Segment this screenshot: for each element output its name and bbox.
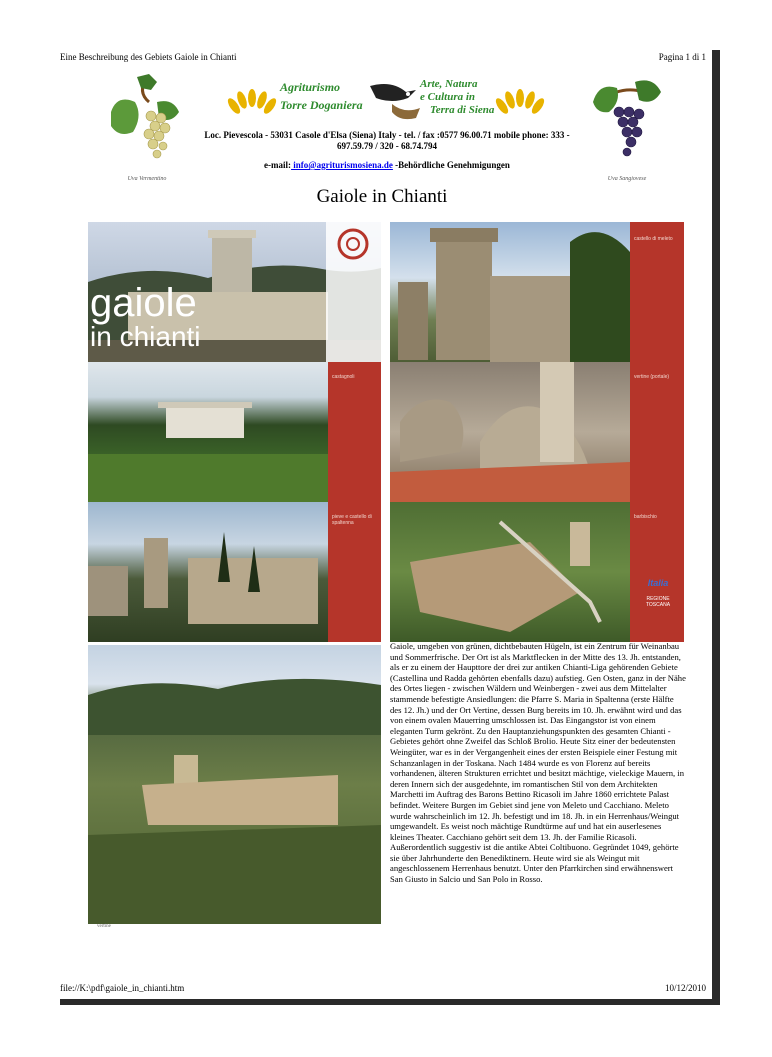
regione-toscana-label: REGIONE TOSCANA xyxy=(645,596,671,608)
document-page xyxy=(52,44,712,999)
caption-meleto: castello di meleto xyxy=(634,236,673,242)
email-label: e-mail: xyxy=(264,160,292,170)
cover-photo-gaiole xyxy=(88,222,381,362)
agriturismo-logo xyxy=(220,78,552,126)
logo-tagline-2: e Cultura in xyxy=(420,91,476,103)
grapes-sangiovese-image xyxy=(587,72,667,182)
email-suffix: -Behördliche Genehmigungen xyxy=(392,160,510,170)
caption-barbischio: barbischio xyxy=(634,514,657,520)
print-header-page: Pagina 1 di 1 xyxy=(658,52,706,62)
photo-barbischio xyxy=(390,502,684,642)
photo-castagnoli xyxy=(88,362,381,502)
contact-address: Loc. Pievescola - 53031 Casole d'Elsa (Siena) Italy - tel. / fax :0577 96.00.71 mobile phone: 333 - 697.59.79 / 320 - 68.74.794 xyxy=(204,130,570,151)
logo-tagline-1: Arte, Natura xyxy=(420,78,478,90)
grapes-right-caption: Uva Sangiovese xyxy=(607,176,647,182)
caption-band-meleto xyxy=(630,222,684,362)
contact-email-line xyxy=(192,160,582,170)
print-header-title: Eine Beschreibung des Gebiets Gaiole in Chianti xyxy=(60,52,237,62)
photo-castello-meleto xyxy=(390,222,684,362)
logo-tagline-3: Terra di Siena xyxy=(430,104,495,116)
caption-band-castagnoli xyxy=(328,362,381,502)
photo-vertine-portale xyxy=(390,362,684,502)
italia-logo: Italia xyxy=(647,578,669,588)
print-footer-date: 10/12/2010 xyxy=(664,983,706,993)
description-text: Gaiole, umgeben von grünen, dichtbebauten Hügeln, ist ein Zentrum für Weinanbau und Sommerfrische. Der Ort ist als Marktflecken in der Mitte des 13. Jh. entstanden, als er zu einem der Haupttore der drei zur antiken Chianti-Liga gehörenden Gebiete (Castellina und Radda gehörten ebenfalls dazu) aufstieg. Gen Osten, ganz in der Nähe des Ortes liegen - zwischen Wäldern und Weinbergen - zwei aus dem Mittelalter stammende befestigte Ansiedlungen: die Pfarre S. Maria in Spaltenna (erste Hälfte des 12. Jh.) und der Ort Vertine, dessen Burg bereits im 10. Jh. erwähnt wird und das von einem ovalen Mauerring umschlossen ist. Das Eingangstor ist von einem eleganten Turm gekrönt. Zu den Hauptanziehungspunkten des gesamten Chianti - Gebietes gehört ohne Zweifel das Schloß Brolio. Heute Sitz einer der bedeutensten Weingüter, war es in der Vergangenheit eines der ersten Beispiele einer Festung mit Schanzanlagen in der Toskana. Nach 1484 wurde es von Florenz auf bereits vorhandenen, älteren Strukturen errichtet und besitzt mächtige, vieleckige Mauern, in deren Innern sich der ausgedehnte, im romantischen Stil von dem Architekten Marchetti im Auftrag des Barons Bettino Ricasoli im Jahre 1860 errichtete Palast befindet. Weitere Burgen im Gebiet sind jene von Meleto und Cacchiano. Meleto wurde wahrscheinlich im 12. Jh. befestigt und im 18. Jh. in ein Herrenhaus/Weingut umgewandelt. Es weist noch mächtige Rundtürme auf und hat ein auserlesenes kleines Theater. Cacchiano gehört seit dem 13. Jh. der Familie Ricasoli. Außerordentlich suggestiv ist die antike Abtei Coltibuono. Gegründet 1049, gehörte sie über Jahrhunderte den Benediktinern. Heute wird sie als Weingut mit angeschlossenem Herrenhaus benutzt. Unter den Pfarrkirchen sind erwähnenswert San Giusto in Salcio und San Polo in Rosso. xyxy=(390,641,686,885)
photo-pieve-spaltenna xyxy=(88,502,381,642)
logo-name-line1: Agriturismo xyxy=(280,80,341,94)
logo-name-line2: Torre Doganiera xyxy=(280,98,363,112)
grapes-vermentino-image xyxy=(107,72,187,182)
email-link[interactable]: info@agriturismosiena.de xyxy=(291,160,393,170)
caption-band-barbischio xyxy=(630,502,684,642)
landscape-small-caption: vertine xyxy=(97,924,111,929)
page-title: Gaiole in Chianti xyxy=(316,186,448,207)
caption-vertine: vertine (portale) xyxy=(634,374,670,380)
caption-spaltenna: pieve e castello di spaltenna xyxy=(332,514,372,526)
caption-band-vertine xyxy=(630,362,684,502)
grapes-left-caption: Uva Vermentino xyxy=(127,176,167,182)
photo-landscape-village xyxy=(88,645,381,924)
cover-text-line2: in chianti xyxy=(90,321,201,352)
cover-text-line1: gaiole xyxy=(90,281,197,325)
caption-castagnoli: castagnoli xyxy=(332,374,355,380)
print-footer-path: file://K:\pdf\gaiole_in_chianti.htm xyxy=(60,983,185,993)
